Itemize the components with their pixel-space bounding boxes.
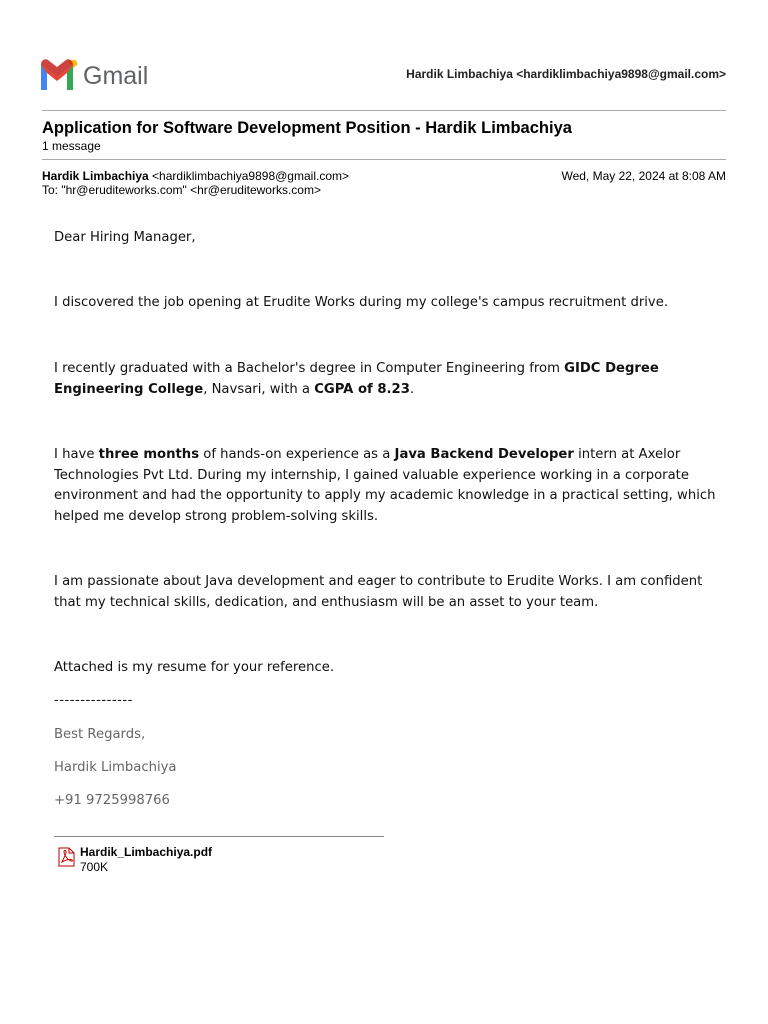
message-count: 1 message: [42, 139, 101, 153]
gmail-m-icon: [41, 59, 77, 90]
text-segment: I have: [54, 447, 99, 462]
body-paragraph-experience: [54, 445, 726, 527]
subject-divider: [42, 159, 726, 160]
gmail-wordmark: Gmail: [83, 62, 149, 90]
experience-duration: three months: [98, 447, 200, 462]
body-paragraph-attachment-note: Attached is my resume for your reference.: [54, 660, 335, 675]
sender-line: [42, 169, 349, 183]
account-info: Hardik Limbachiya <hardiklimbachiya9898@gmail.com>: [406, 67, 726, 81]
signature-name: Hardik Limbachiya: [54, 760, 177, 775]
signature-divider: ---------------: [54, 693, 133, 708]
signature-phone: +91 9725998766: [54, 793, 170, 808]
gmail-header: [0, 0, 768, 112]
header-divider: [42, 110, 726, 111]
attachment-divider: [54, 836, 384, 837]
text-segment: intern at Axelor Technologies Pvt Ltd. During my internship, I gained valuable experience working in a corporate environment and had the opportunity to apply my academic knowledge in a practical setting, which helped me develop strong problem-solving skills.: [54, 447, 716, 524]
attachment-filename[interactable]: Hardik_Limbachiya.pdf: [80, 845, 213, 859]
text-segment: of hands-on experience as a: [199, 447, 395, 462]
greeting: Dear Hiring Manager,: [54, 230, 196, 245]
text-segment: , Navsari, with a: [203, 381, 315, 397]
sent-date: Wed, May 22, 2024 at 8:08 AM: [561, 169, 726, 183]
body-paragraph-education: [54, 359, 726, 400]
college-name: GIDC Degree Engineering College: [54, 361, 659, 397]
pdf-file-icon: [58, 847, 75, 867]
text-segment: .: [409, 381, 415, 397]
gmail-logo[interactable]: [38, 53, 163, 95]
job-role: Java Backend Developer: [394, 447, 574, 462]
sender-name: Hardik Limbachiya: [42, 169, 149, 183]
body-paragraph-discovery: I discovered the job opening at Erudite Works during my college's campus recruitment drive.: [54, 295, 669, 310]
text-segment: I recently graduated with a Bachelor's degree in Computer Engineering from: [54, 361, 565, 376]
sender-email: <hardiklimbachiya9898@gmail.com>: [148, 169, 349, 183]
body-paragraph-motivation: I am passionate about Java development and eager to contribute to Erudite Works. I am confident that my technical skills, dedication, and enthusiasm will be an asset to your team.: [54, 574, 703, 610]
cgpa-value: CGPA of 8.23: [314, 381, 410, 397]
signature-closing: Best Regards,: [54, 727, 146, 742]
email-subject: Application for Software Development Position - Hardik Limbachiya: [42, 119, 572, 137]
recipients-line: To: "hr@eruditeworks.com" <hr@eruditeworks.com>: [42, 183, 321, 197]
attachment-size: 700K: [80, 860, 109, 874]
